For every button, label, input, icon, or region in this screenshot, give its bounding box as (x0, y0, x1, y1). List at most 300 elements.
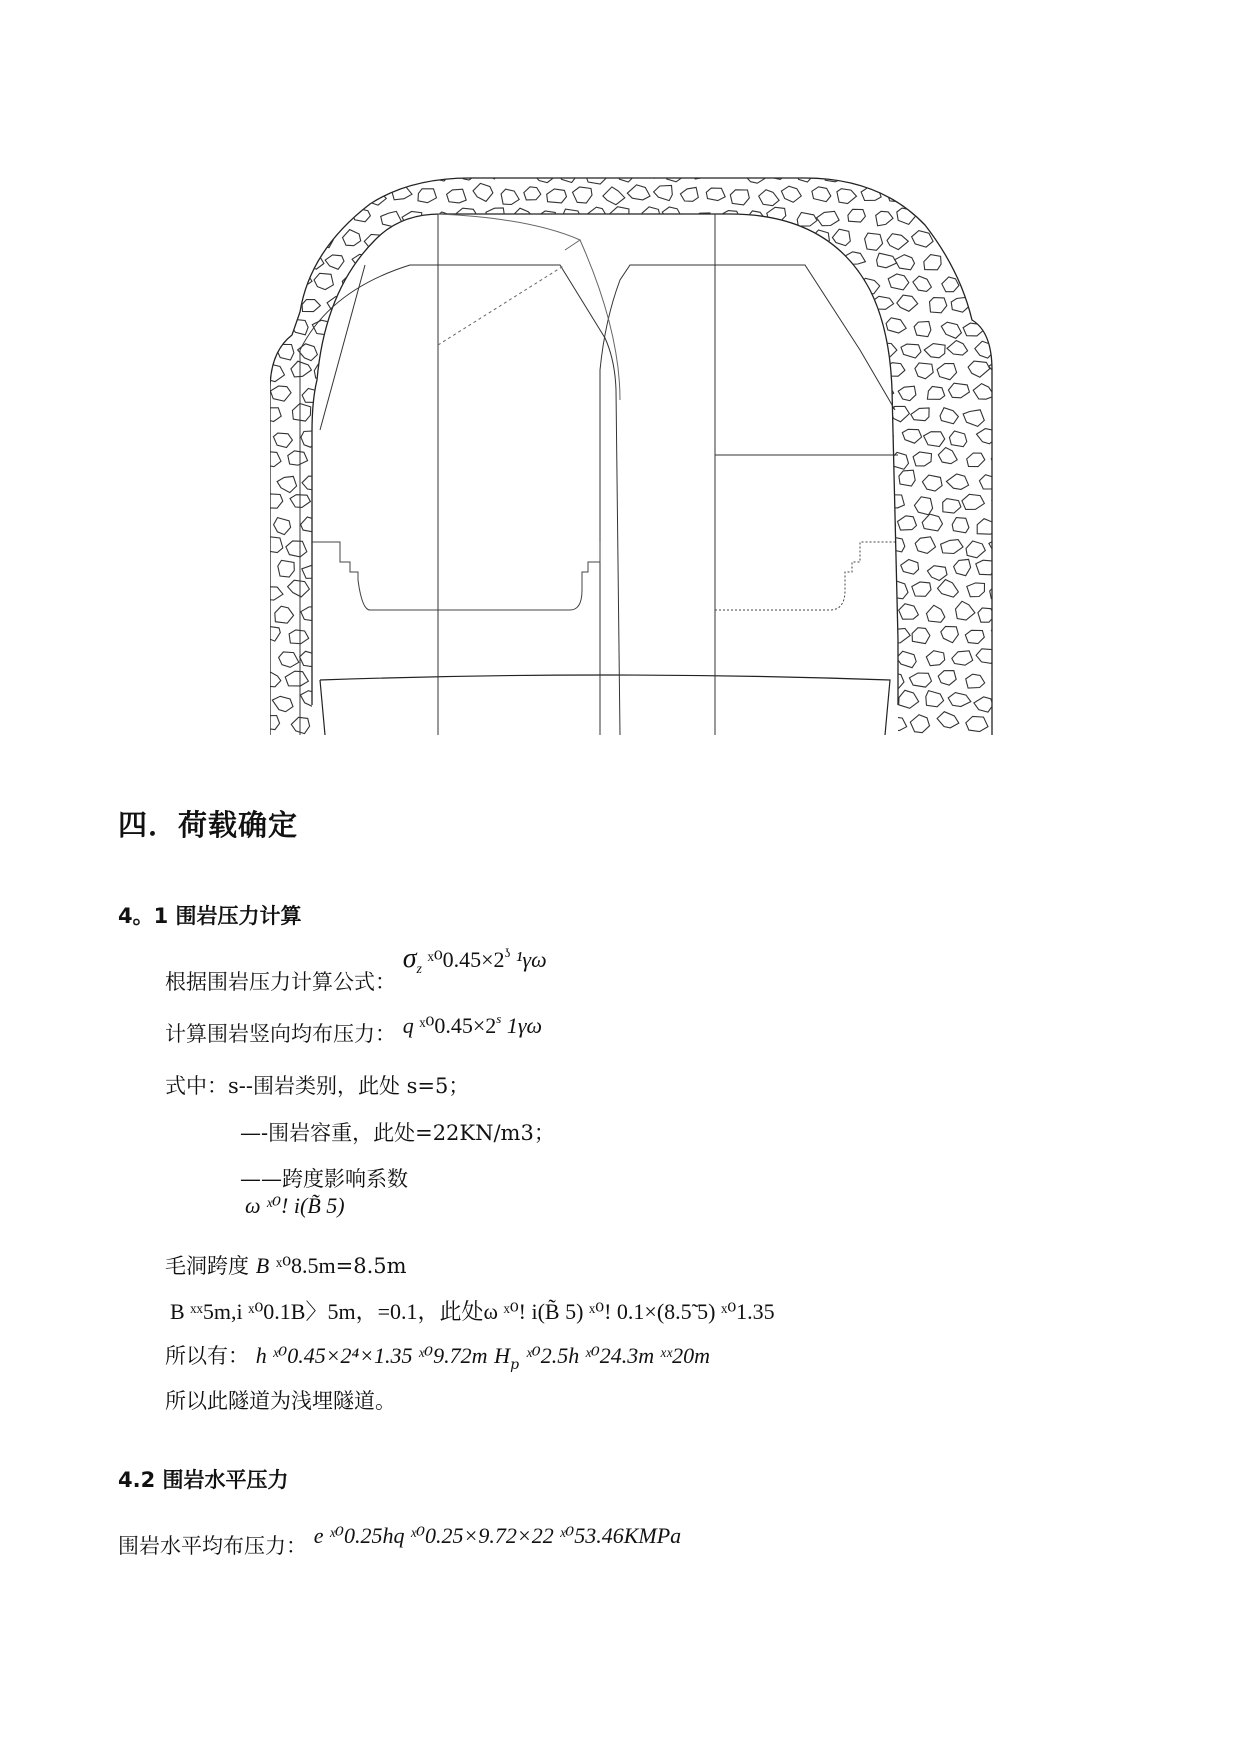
lining-stone (782, 274, 801, 289)
lining-stone (650, 538, 672, 556)
lining-stone (324, 518, 344, 534)
lining-stone (834, 410, 855, 425)
lining-stone (653, 274, 674, 291)
right-heading-outline (600, 265, 895, 735)
lining-stone (692, 213, 711, 227)
lining-stone (941, 322, 961, 338)
lining-stone (747, 211, 766, 227)
lining-stone (938, 580, 959, 598)
span-coefficient-line: ——跨度影响系数 (240, 1167, 408, 1191)
lining-stone (371, 452, 391, 468)
lining-stone (865, 541, 883, 556)
vertical-rest: ˣ⁰0.45×2 (419, 1013, 497, 1038)
lining-stone (431, 470, 451, 486)
lining-stone (948, 693, 971, 707)
lining-stone (865, 233, 883, 250)
lining-stone (966, 716, 988, 731)
span-value: =8.5m (335, 1254, 407, 1278)
lining-stone (483, 649, 504, 665)
lining-stone (270, 316, 283, 332)
lining-stone (891, 406, 910, 421)
lining-stone (578, 716, 598, 731)
lining-stone (406, 652, 428, 666)
conclusion-line: 所以此隧道为浅埋隧道。 (165, 1389, 396, 1413)
lining-stone (393, 275, 410, 292)
lining-stone (978, 170, 997, 181)
lining-stone (354, 431, 376, 447)
lining-stone (872, 426, 894, 441)
lining-stone (838, 718, 856, 733)
lining-stone (770, 429, 788, 445)
lining-stone (677, 541, 696, 557)
lining-stone (791, 341, 812, 358)
lining-stone (573, 187, 593, 203)
lining-stone (641, 343, 661, 360)
lining-stone (521, 407, 540, 420)
lining-stone (665, 470, 681, 484)
lining-stone (691, 295, 711, 312)
lining-stone (681, 366, 701, 379)
lining-stone (338, 670, 358, 684)
lining-stone (375, 170, 396, 180)
lining-stone (315, 586, 333, 601)
lining-stone (770, 473, 789, 490)
lining-stone (300, 651, 319, 666)
lining-stone (741, 344, 762, 359)
lining-stone (353, 559, 373, 575)
lining-stone (638, 255, 656, 270)
lining-stone (887, 188, 905, 202)
lining-stone (766, 384, 787, 399)
lining-stone (409, 430, 428, 444)
lining-stone (288, 580, 310, 597)
lining-stone (526, 714, 546, 729)
lining-stone (681, 233, 700, 247)
lining-stone (367, 496, 385, 510)
lining-stone (395, 711, 415, 729)
lining-stone (394, 409, 417, 426)
lining-stone (784, 673, 806, 686)
lining-stone (379, 383, 400, 396)
lining-stone (558, 517, 581, 533)
lining-stone (302, 389, 320, 403)
lining-stone (732, 670, 755, 686)
lining-stone (560, 432, 580, 446)
lining-stone (663, 518, 682, 531)
lining-stone (610, 652, 631, 667)
lining-stone (817, 211, 840, 225)
lining-stone (678, 583, 698, 597)
lining-stone (782, 625, 803, 641)
lining-stone (289, 630, 309, 644)
lining-stone (499, 540, 517, 553)
lining-stone (312, 536, 332, 553)
lining-stone (810, 364, 826, 381)
lining-stone (298, 344, 318, 361)
lining-stone (924, 344, 945, 358)
span-B: B (255, 1253, 270, 1278)
lining-stone (601, 627, 621, 643)
lining-stone (496, 227, 517, 243)
lining-stone (443, 407, 462, 423)
lining-stone (351, 475, 371, 490)
lining-stone (943, 499, 961, 513)
lining-stone (897, 295, 918, 311)
lining-stone (511, 471, 529, 487)
lining-stone (899, 690, 919, 708)
lining-stone (585, 604, 607, 619)
lining-stone (625, 230, 644, 244)
lining-stone (458, 605, 477, 620)
lining-stone (863, 583, 883, 597)
lining-stone (760, 363, 780, 379)
lining-stone (678, 625, 694, 641)
lining-stone (915, 185, 934, 202)
lining-stone (456, 296, 475, 311)
lining-stone (824, 518, 845, 535)
result-formula: h ˣ⁰0.45×2⁴×1.35 ˣ⁰9.72m (255, 1343, 488, 1368)
lining-stone (404, 475, 422, 492)
lining-stone (990, 272, 1008, 289)
lining-stone (602, 670, 620, 684)
lining-stone (576, 275, 595, 291)
lining-stone (369, 364, 388, 380)
lining-stone (479, 515, 499, 529)
lining-stone (679, 448, 702, 465)
lining-stone (562, 342, 579, 357)
lining-stone (915, 363, 933, 379)
lining-stone (394, 627, 416, 643)
lining-stone (813, 585, 830, 599)
formula-label: 根据围岩压力计算公式： (165, 970, 396, 994)
lining-stone (930, 298, 947, 313)
lining-stone (638, 428, 661, 442)
lining-stone (548, 492, 568, 507)
lining-stone (638, 299, 659, 314)
lining-stone (756, 582, 778, 596)
lining-stone (992, 494, 1012, 510)
lining-stone (599, 586, 620, 602)
lining-stone (925, 170, 943, 184)
lining-stone (467, 627, 488, 641)
lining-stone (872, 474, 889, 490)
lining-stone (688, 606, 707, 620)
vertical-tail: 1γω (506, 1013, 543, 1038)
lining-stone (875, 343, 897, 359)
lining-stone (768, 691, 788, 708)
lining-stone (888, 274, 909, 290)
lining-stone (938, 232, 957, 248)
lining-stone (495, 321, 517, 337)
lining-stone (364, 536, 383, 552)
lining-stone (469, 499, 490, 514)
lining-stone (275, 606, 294, 623)
lining-stone (994, 718, 1012, 734)
lining-stone (991, 625, 1012, 639)
lining-stone (743, 520, 762, 534)
lining-stone (448, 230, 467, 245)
lining-stone (897, 651, 917, 668)
lining-stone (901, 344, 921, 358)
lining-stone (460, 474, 479, 488)
lining-stone (886, 318, 906, 333)
lining-stone (379, 429, 399, 443)
lining-stone (924, 432, 945, 447)
lining-stone (588, 650, 609, 666)
lining-stone (922, 514, 942, 531)
lining-stone (470, 232, 488, 246)
lining-stone (989, 232, 1007, 248)
lining-stone (523, 454, 543, 471)
lining-stone (956, 601, 975, 620)
lining-stone (963, 410, 984, 427)
lining-stone (760, 716, 777, 731)
lining-stone (704, 453, 722, 469)
lining-stone (665, 385, 685, 400)
lining-stone (948, 383, 969, 398)
lining-stone (551, 537, 569, 554)
lining-stone (847, 386, 866, 403)
lining-stone (910, 715, 929, 733)
lining-stone (447, 189, 467, 203)
lining-stone (969, 278, 990, 292)
lining-stone (874, 170, 893, 177)
diagonal-dotted (438, 265, 565, 345)
lining-stone (270, 672, 281, 687)
lining-stone (341, 492, 361, 507)
lining-stone (927, 387, 944, 400)
lining-stone (270, 494, 283, 508)
lining-stone (755, 234, 776, 248)
lining-stone (379, 299, 398, 316)
lining-stone (665, 339, 681, 355)
lining-stone (693, 517, 713, 533)
lining-stone (377, 338, 397, 354)
lining-stone (402, 212, 422, 227)
lining-stone (872, 605, 892, 620)
lining-stone (277, 251, 296, 267)
lining-stone (395, 450, 413, 465)
lining-stone (914, 497, 932, 515)
lining-stone (471, 673, 489, 686)
lining-stone (835, 629, 854, 644)
lining-stone (875, 695, 896, 709)
lining-stone (520, 231, 538, 249)
lining-stone (324, 562, 346, 575)
lining-stone (688, 471, 708, 486)
lining-stone (837, 668, 856, 685)
lining-stone (603, 187, 625, 205)
lining-stone (588, 517, 605, 533)
lining-stone (535, 604, 553, 622)
lining-stone (612, 520, 634, 536)
lining-stone (641, 170, 659, 178)
lining-stone (799, 604, 818, 621)
lining-stone (809, 408, 827, 422)
vertical-label: 计算围岩竖向均布压力： (165, 1022, 396, 1046)
B-condition-line: B ˣˣ5m,i ˣ⁰0.1B〉5m，=0.1，此处ω ˣ⁰! i(B̃ 5) ˣ⁰! 0.1×(8.5̃ 5) ˣ⁰1.35 (170, 1299, 775, 1324)
lining-stone (809, 538, 828, 553)
lining-stone (471, 452, 494, 468)
lining-stone (649, 717, 671, 733)
lining-stone (812, 187, 831, 202)
lining-stone (325, 255, 344, 269)
q-symbol: q (402, 1013, 414, 1038)
sigma-sup: ʖ (504, 945, 511, 960)
lining-stone (577, 232, 596, 246)
lining-stone (820, 430, 838, 446)
inner-lining-outline (312, 214, 898, 705)
lining-stone (977, 519, 997, 535)
right-step-detail (715, 542, 895, 610)
lining-stone (561, 473, 580, 490)
lining-stone (278, 560, 295, 577)
lining-stone (319, 189, 336, 204)
lining-stone (525, 493, 543, 509)
lining-stone (499, 451, 519, 466)
lining-stone (417, 450, 438, 465)
lining-stone (460, 516, 479, 531)
lining-stone (270, 386, 291, 401)
lining-stone (552, 409, 571, 424)
lining-stone (964, 232, 984, 246)
lining-stone (706, 188, 725, 201)
lining-stone (457, 256, 479, 271)
lining-stone (732, 404, 749, 419)
vertical-sup: s (496, 1011, 502, 1026)
lining-stone (898, 170, 919, 179)
lining-stone (862, 715, 882, 731)
lining-stone (301, 431, 320, 447)
lining-stone (708, 584, 724, 600)
lining-stone (615, 695, 631, 710)
span-formula: ˣ⁰8.5m (275, 1253, 336, 1278)
sigma-subscript: z (416, 962, 422, 977)
lining-stone (859, 673, 879, 689)
lining-stone (313, 715, 331, 730)
lining-stone (448, 719, 465, 733)
lining-stone (899, 470, 915, 486)
lining-stone (459, 559, 479, 574)
lining-stone (510, 384, 531, 400)
lining-stone (423, 409, 440, 425)
lining-stone (683, 272, 700, 287)
lining-stone (967, 583, 985, 597)
lining-stone (444, 629, 462, 643)
lining-stone (302, 476, 324, 491)
lining-stone (897, 208, 916, 224)
lining-stone (792, 517, 812, 531)
lining-stone (836, 320, 856, 335)
lining-stone (315, 450, 333, 464)
lining-stone (731, 625, 748, 641)
lining-stone (447, 321, 466, 337)
invert-outline (320, 675, 890, 735)
lining-stone (326, 608, 347, 622)
lining-stone (603, 230, 620, 245)
subsection-title-4-2: 4.2 围岩水平压力 (118, 1468, 289, 1492)
lining-stone (731, 715, 753, 729)
lining-stone (328, 696, 344, 711)
lining-stone (832, 538, 853, 551)
lining-stone (837, 189, 857, 204)
lining-stone (664, 170, 685, 182)
lining-stone (560, 255, 582, 270)
lining-stone (744, 605, 761, 619)
lining-stone (914, 322, 931, 337)
lining-stone (562, 649, 580, 664)
lining-stone (797, 213, 817, 227)
lining-stone (741, 434, 762, 447)
lining-stone (766, 297, 788, 310)
lining-stone (783, 365, 803, 381)
lining-stone (690, 255, 710, 270)
lining-stone (818, 607, 838, 620)
lining-stone (938, 671, 956, 686)
lining-stone (382, 562, 399, 577)
sigma-rest: ˣ⁰0.45×2 (427, 947, 505, 972)
lining-stone (937, 364, 957, 380)
lining-stone (270, 587, 283, 600)
lining-stone (627, 275, 645, 290)
lining-stone (864, 448, 883, 463)
lining-stone (292, 404, 310, 422)
lining-stone (418, 360, 439, 374)
lining-stone (768, 560, 785, 576)
lining-stone (273, 211, 293, 228)
lining-stone (300, 170, 319, 179)
lining-stone (715, 563, 734, 580)
lining-stone (538, 252, 557, 267)
lining-stone (746, 254, 766, 269)
lining-stone (753, 322, 775, 335)
lining-stone (341, 454, 363, 469)
lining-stone (809, 320, 827, 335)
lining-stone (325, 431, 343, 447)
lining-stone (547, 626, 568, 640)
lining-stone (654, 185, 673, 200)
weight-line: —-围岩容重，此处=22KN/m3； (240, 1121, 555, 1145)
lining-stone (758, 671, 776, 687)
lining-stone (299, 205, 321, 222)
lining-stone (369, 669, 389, 683)
lining-stone (382, 695, 403, 711)
lining-stone (824, 470, 841, 487)
lining-stone (442, 361, 463, 377)
lining-stone (617, 564, 635, 579)
result-label: 所以有： (165, 1344, 249, 1368)
lining-stone (379, 254, 398, 268)
lining-stone (668, 652, 688, 666)
lining-stone (469, 585, 487, 601)
lining-stone (666, 257, 688, 270)
lining-stone (860, 628, 878, 644)
lining-stone (799, 429, 816, 446)
lining-stone (991, 453, 1011, 470)
lining-stone (871, 385, 894, 401)
lining-stone (355, 605, 374, 621)
lining-stone (876, 211, 893, 226)
lining-stone (718, 649, 737, 665)
lining-stone (716, 426, 736, 442)
lining-stone (383, 519, 400, 535)
lining-stone (993, 320, 1013, 338)
lining-stone (418, 318, 435, 335)
lining-stone (270, 716, 280, 730)
lining-stone (836, 453, 859, 469)
outer-lining-outline (270, 178, 992, 735)
lining-stone (625, 672, 643, 689)
